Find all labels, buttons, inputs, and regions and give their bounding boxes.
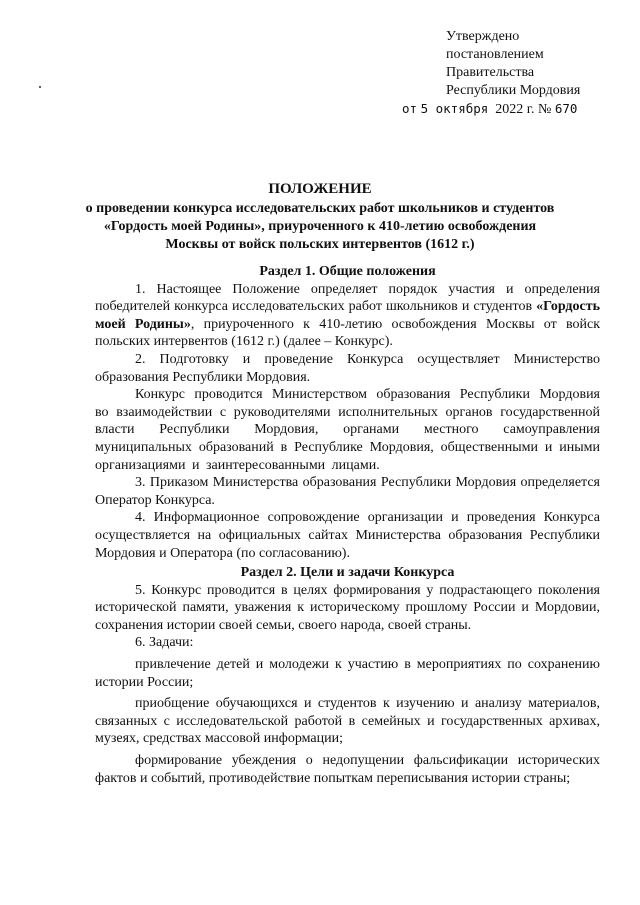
approval-date-line [402,100,632,119]
paragraph-2b: Конкурс проводится Министерством образования Республики Мордовия во взаимодействии с руководителями исполнительных органов государственной власти Республики Мордовия, органами местного самоуправления муниципальных образований в Республике Мордовия, общественными и иными организациями и заинтересованными лицами. [95,387,600,473]
approval-line-republic: Республики Мордовия [446,83,581,98]
paragraph-1-end: , приуроченного к 410-летию освобождения Москвы от войск польских интервентов (1612 г.) (далее – Конкурс). [95,316,600,350]
scan-speck [39,86,41,88]
paragraph-6: 6. Задачи: [135,635,194,651]
paragraph-3: 3. Приказом Министерства образования Республики Мордовия определяется Оператор Конкурса. [95,475,600,508]
task-1: привлечение детей и молодежи к участию в мероприятиях по сохранению истории России; [95,657,600,690]
document-titles [0,180,640,254]
paragraph-2: 2. Подготовку и проведение Конкурса осуществляет Министерство образования Республики Мордовия. [95,351,600,385]
task-2: приобщение обучающихся и студентов к изучению и анализу материалов, связанных с исследовательской работой в семейных и государственных архивах, музеях, средствах массовой информации; [95,696,600,747]
paragraph-4: 4. Информационное сопровождение организации и проведения Конкурса осуществляется на официальных сайтах Министерства образования Республики Мордовия и Оператора (по согласованию). [95,510,600,561]
approval-date-prefix: от [402,101,418,116]
paragraph-1 [95,281,600,351]
document-title: ПОЛОЖЕНИЕ [268,181,372,197]
contest-name: «Гордость моей Родины» [95,299,600,332]
approval-date-day-month: 5 октября [420,101,489,116]
document-body [95,263,600,787]
approval-line-resolution: постановлением [446,47,544,62]
approval-date-year: 2022 г. № [495,102,552,117]
section-1-heading: Раздел 1. Общие положения [259,264,436,279]
paragraph-1-start: 1. Настоящее Положение определяет порядок участия и определения победителей конкурса исследовательских работ школьников и студентов [95,281,600,315]
paragraph-5: 5. Конкурс проводится в целях формирования у подрастающего поколения исторической памяти, уважения к историческому прошлому России и Мордовии, сохранения истории своей семьи, своего народа, своей страны. [95,582,600,633]
approval-line-government: Правительства [446,65,535,80]
section-2-heading: Раздел 2. Цели и задачи Конкурса [240,565,455,581]
document-subtitle: о проведении конкурса исследовательских работ школьников и студентов «Гордость моей Родины», приуроченного к 410-летию освобождения Москвы от войск польских интервентов (1612 г.) [85,201,555,252]
task-3: формирование убеждения о недопущении фальсификации исторических фактов и событий, противодействие попыткам переписывания истории страны; [95,753,600,786]
approval-line-approved: Утверждено [446,29,520,44]
approval-stamp [402,28,632,119]
approval-number: 670 [554,101,578,116]
